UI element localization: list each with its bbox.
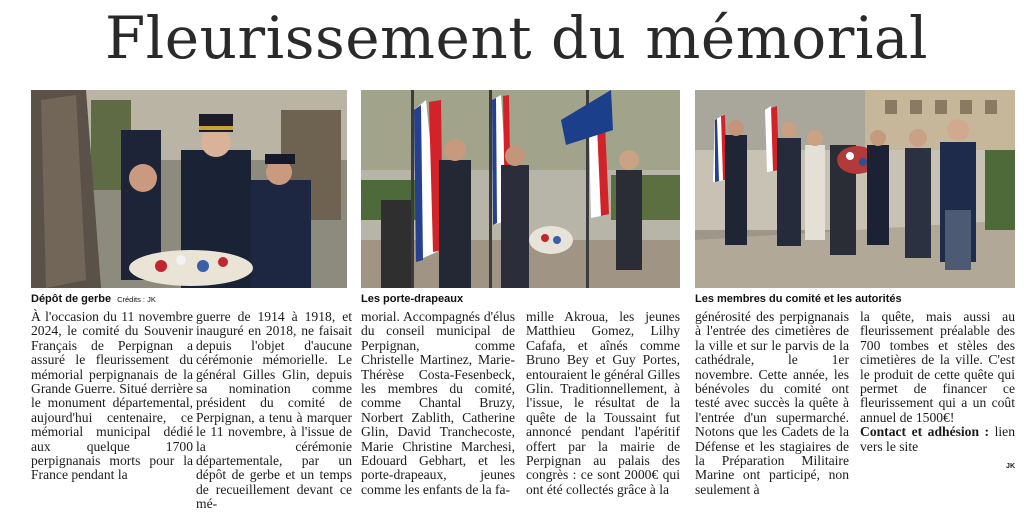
column-text: guerre de 1914 à 1918, et inauguré en 2018, ne faisait depuis l'objet d'aucune cérémonie mémorielle. Le général Gilles Glin, depuis sa nomination comme président du comité de Perpignan, a tenu à marquer le 11 novembre, à l'issue de la cérémonie départementale, par un dépôt de gerbe et un temps de recueillement devant ce mé- bbox=[196, 309, 352, 512]
column-text: morial. Accompagnés d'élus du conseil municipal de Perpignan, comme Christelle Martinez, Marie-Thérèse Costa-Fesenbeck, les membres du comité, comme Chantal Bruzy, Norbert Zablith, Catherine Glin, David Tranchecoste, Marie Christine Marchesi, Edouard Gebhart, et les porte-drapeaux, jeunes comme les enfants de la fa- bbox=[361, 309, 515, 497]
photo-credit: Crédits : JK bbox=[117, 295, 156, 304]
column-text: la quête, mais aussi au fleurissement préalable des 700 tombes et stèles des cimetières de la ville. C'est le produit de cette quête qui permet de financer ce fleurissement qui a un coût annuel de 1500€! bbox=[860, 309, 1015, 425]
column-text: générosité des perpignanais à l'entrée des cimetières de la ville et sur le parvis de la cathédrale, le 1er novembre. Cette année, les bénévoles du comité ont testé avec succès la quête à l'entrée d'un supermarché. Notons que les Cadets de la Défense et les stagiaires de la Préparation Militaire Marine ont participé, non seulement à bbox=[695, 309, 849, 497]
caption-photo-flag-bearers: Les porte-drapeaux bbox=[361, 293, 464, 305]
contact-link[interactable]: lien vers le site bbox=[860, 424, 1015, 454]
author-signature: JK bbox=[1006, 463, 1015, 471]
caption-photo-committee: Les membres du comité et les autorités bbox=[695, 293, 902, 305]
contact-label: Contact et adhésion : bbox=[860, 424, 990, 440]
photo-flag-bearers bbox=[361, 90, 680, 288]
column-text: mille Akroua, les jeunes Matthieu Gomez, Lilhy Cafafa, et aînés comme Bruno Bey et Guy Portes, entouraient le général Gilles Glin. Traditionnellement, à l'issue, le résultat de la quête de la Toussaint fut annoncé pendant l'apéritif offert par la mairie de Perpignan au palais des congrès : ce sont 2000€ qui ont été collectés grâce à la bbox=[526, 309, 680, 497]
article-title: Fleurissement du mémorial bbox=[104, 4, 929, 72]
article-column-5 bbox=[695, 310, 849, 497]
article-column-3 bbox=[361, 310, 515, 497]
article-column-1 bbox=[31, 310, 193, 483]
article-column-6 bbox=[860, 310, 1015, 474]
photo-committee bbox=[695, 90, 1015, 288]
caption-text: Dépôt de gerbe bbox=[31, 293, 112, 305]
caption-photo-wreath bbox=[31, 292, 156, 307]
photo-wreath-laying bbox=[31, 90, 347, 288]
article-column-2 bbox=[196, 310, 352, 512]
article-column-4 bbox=[526, 310, 680, 497]
column-text: À l'occasion du 11 novembre 2024, le comité du Souvenir Français de Perpignan a assuré le fleurissement du mémorial perpignanais de la Grande Guerre. Situé derrière le monument départemental, aujourd'hui centenaire, ce mémorial municipal dédié aux quelque 1700 perpignanais morts pour la France pendant la bbox=[31, 309, 193, 483]
